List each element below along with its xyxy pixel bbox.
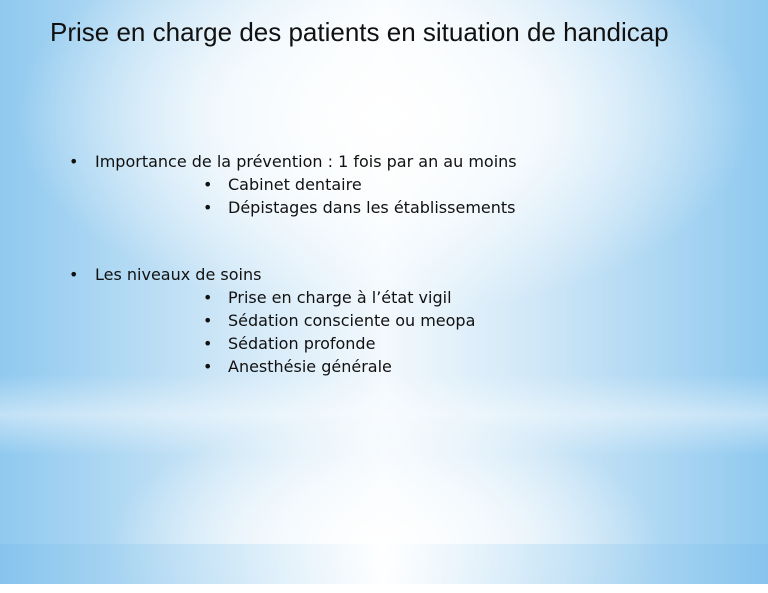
sub-bullet-item <box>95 196 768 219</box>
bullet-icon: • <box>203 288 213 307</box>
slide-body <box>0 150 768 378</box>
sub-bullet-text: Cabinet dentaire <box>228 175 362 194</box>
bullet-icon: • <box>203 357 213 376</box>
sub-bullet-text: Prise en charge à l’état vigil <box>228 288 452 307</box>
sub-bullet-item <box>95 173 768 196</box>
bullet-icon: • <box>69 152 79 171</box>
sub-bullet-item <box>95 286 768 309</box>
bullet-icon: • <box>69 265 79 284</box>
bullet-list <box>0 150 768 378</box>
sub-bullet-text: Anesthésie générale <box>228 357 392 376</box>
sub-bullet-text: Sédation consciente ou meopa <box>228 311 476 330</box>
bullet-icon: • <box>203 198 213 217</box>
bullet-icon: • <box>203 175 213 194</box>
bullet-icon: • <box>203 311 213 330</box>
sub-bullet-text: Sédation profonde <box>228 334 376 353</box>
sub-bullet-list <box>95 173 768 219</box>
sub-bullet-item <box>95 332 768 355</box>
bullet-item-prevention <box>0 150 768 219</box>
sub-bullet-item <box>95 309 768 332</box>
sub-bullet-item <box>95 355 768 378</box>
bullet-text: Importance de la prévention : 1 fois par an au moins <box>95 152 517 171</box>
slide-title: Prise en charge des patients en situation de handicap <box>50 17 669 47</box>
bullet-item-niveaux-de-soins <box>0 263 768 378</box>
bullet-icon: • <box>203 334 213 353</box>
bullet-text: Les niveaux de soins <box>95 265 262 284</box>
sub-bullet-text: Dépistages dans les établissements <box>228 198 516 217</box>
sub-bullet-list <box>95 286 768 378</box>
